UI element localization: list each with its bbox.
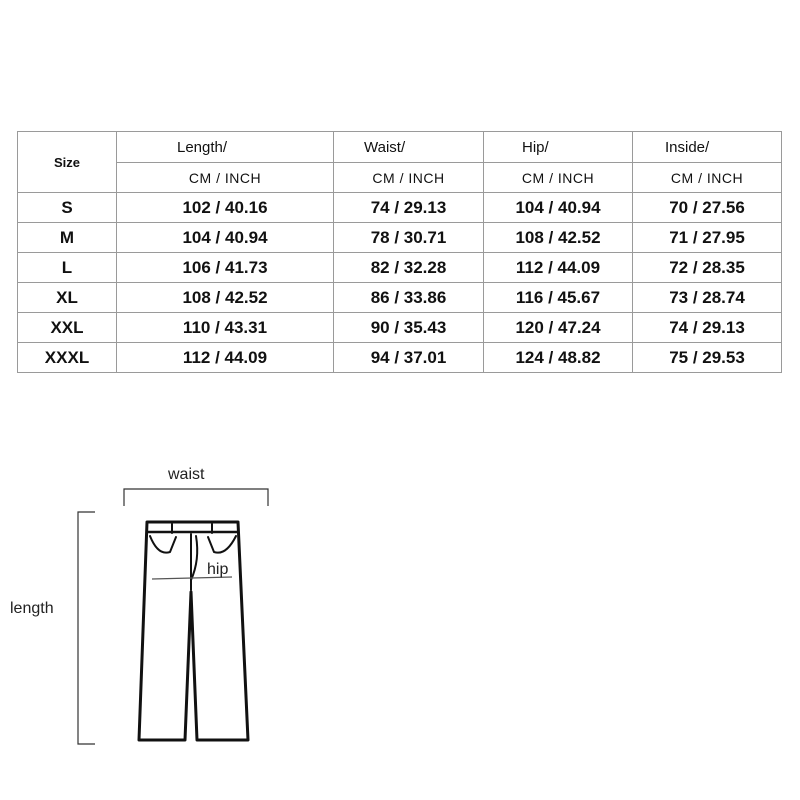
inside-header-label: Inside/ xyxy=(665,138,710,156)
hip-header-label: Hip/ xyxy=(522,138,549,156)
inside-cell: 73 / 28.74 xyxy=(633,283,782,313)
inside-unit-label: CM / INCH xyxy=(633,163,782,193)
hip-cell: 104 / 40.94 xyxy=(484,193,633,223)
waist-label: waist xyxy=(168,466,205,483)
waist-column-header xyxy=(334,132,484,163)
inside-cell: 72 / 28.35 xyxy=(633,253,782,283)
hip-unit-label: CM / INCH xyxy=(484,163,633,193)
length-cell: 102 / 40.16 xyxy=(117,193,334,223)
size-chart-table xyxy=(17,131,782,373)
waist-cell: 94 / 37.01 xyxy=(334,343,484,373)
length-cell: 108 / 42.52 xyxy=(117,283,334,313)
pants-measurement-diagram xyxy=(0,440,340,770)
waist-unit-label: CM / INCH xyxy=(334,163,484,193)
table-row xyxy=(18,313,782,343)
length-unit-label: CM / INCH xyxy=(117,163,334,193)
size-cell: L xyxy=(18,253,117,283)
size-cell: S xyxy=(18,193,117,223)
size-cell: M xyxy=(18,223,117,253)
length-bracket xyxy=(78,512,95,744)
waist-cell: 82 / 32.28 xyxy=(334,253,484,283)
table-row xyxy=(18,253,782,283)
size-column-header: Size xyxy=(18,132,117,193)
inside-cell: 75 / 29.53 xyxy=(633,343,782,373)
waist-header-label: Waist/ xyxy=(364,138,406,156)
inside-cell: 70 / 27.56 xyxy=(633,193,782,223)
hip-column-header xyxy=(484,132,633,163)
table-row xyxy=(18,223,782,253)
waist-cell: 86 / 33.86 xyxy=(334,283,484,313)
hip-cell: 112 / 44.09 xyxy=(484,253,633,283)
waist-cell: 74 / 29.13 xyxy=(334,193,484,223)
size-cell: XXXL xyxy=(18,343,117,373)
hip-cell: 116 / 45.67 xyxy=(484,283,633,313)
length-cell: 104 / 40.94 xyxy=(117,223,334,253)
length-cell: 112 / 44.09 xyxy=(117,343,334,373)
pants-icon xyxy=(139,522,248,740)
length-label: length xyxy=(10,600,54,617)
table-row xyxy=(18,283,782,313)
length-header-label: Length/ xyxy=(177,138,228,156)
unit-row xyxy=(18,163,782,193)
size-cell: XL xyxy=(18,283,117,313)
hip-cell: 124 / 48.82 xyxy=(484,343,633,373)
size-cell: XXL xyxy=(18,313,117,343)
length-cell: 106 / 41.73 xyxy=(117,253,334,283)
header-row xyxy=(18,132,782,163)
table-row xyxy=(18,193,782,223)
waist-cell: 90 / 35.43 xyxy=(334,313,484,343)
length-column-header xyxy=(117,132,334,163)
inside-cell: 71 / 27.95 xyxy=(633,223,782,253)
hip-cell: 120 / 47.24 xyxy=(484,313,633,343)
waist-bracket xyxy=(124,489,268,506)
waist-cell: 78 / 30.71 xyxy=(334,223,484,253)
inside-cell: 74 / 29.13 xyxy=(633,313,782,343)
length-cell: 110 / 43.31 xyxy=(117,313,334,343)
hip-label: hip xyxy=(207,561,229,578)
table-row xyxy=(18,343,782,373)
hip-cell: 108 / 42.52 xyxy=(484,223,633,253)
inside-column-header xyxy=(633,132,782,163)
